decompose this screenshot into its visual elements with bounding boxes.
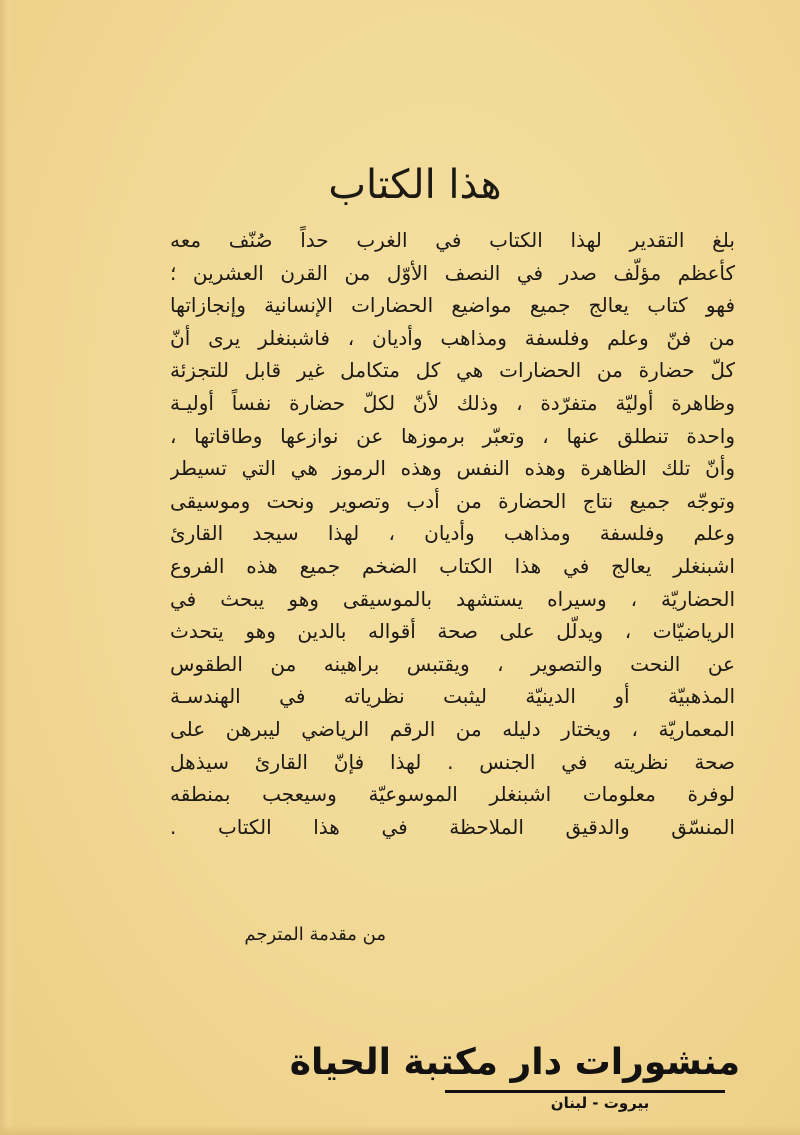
blurb-line: فهو كتاب يعالج جميع مواضيع الحضارات الإنسانية وإنجازاتها [170, 293, 735, 318]
blurb-line: وعلم وفلسفة ومذاهب وأديان ، لهذا سيجد القارئ [170, 521, 735, 546]
blurb-line: من فنّ وعلم وفلسفة ومذاهب وأديان ، فاشبنغلر يرى أنّ [170, 325, 735, 350]
blurb-line: واحدة تنطلق عنها ، وتعبّر برموزها عن نوازعها وطاقاتها ، [170, 423, 735, 448]
publisher-location: بيروت - لبنان [550, 1094, 650, 1112]
blurb-line: صحة نظريته في الجنس . لهذا فإنّ القارئ سيذهل [170, 749, 735, 774]
blurb-line: وتوجّه جميع نتاج الحضارة من أدب وتصوير ونحت وموسيقى [170, 488, 735, 513]
blurb-line: عن النحت والتصوير ، ويقتبس براهينه من الطقوس [170, 651, 735, 676]
blurb-line: كأعظم مؤلّف صدر في النصف الأوّل من القرن العشرين ؛ [170, 260, 735, 285]
blurb-line: الحضاريّة ، وسيراه يستشهد بالموسيقى وهو يبحث في [170, 586, 735, 611]
blurb-line: كلّ حضارة من الحضارات هي كل متكامل غير قابل للتجزئة [170, 358, 735, 383]
cover-spine-edge [0, 0, 14, 1135]
cover-bottom-edge [0, 1125, 800, 1135]
blurb-line: بلغ التقدير لهذا الكتاب في الغرب حداً صُنّف معه [170, 228, 735, 252]
blurb-line: اشبنغلر يعالج في هذا الكتاب الضخم جميع هذه الفروع [170, 553, 735, 578]
blurb-line: المعماريّة ، ويختار دليله من الرقم الرياضي ليبرهن على [170, 716, 735, 741]
blurb-line: وظاهرة أوليّة متفرّدة ، وذلك لأنّ لكلّ حضارة نفساً أوليـة [170, 390, 735, 415]
cover-title: هذا الكتاب [328, 162, 502, 208]
blurb-line: لوفرة معلومات اشبنغلر الموسوعيّة وسيعجب بمنطقه [170, 782, 735, 807]
blurb-text [170, 224, 735, 843]
blurb-line: الرياضيّات ، ويدلّل على صحة أقواله بالدين وهو يتحدث [170, 619, 735, 644]
blurb-line: المنسّق والدقيق الملاحظة في هذا الكتاب . [170, 814, 735, 839]
blurb-line: وأنّ تلك الظاهرة وهذه النفس وهذه الرموز هي التي تسيطر [170, 456, 735, 481]
publisher-name: منشورات دار مكتبة الحياة [289, 1042, 740, 1083]
translator-signature: من مقدمة المترجم [244, 924, 386, 945]
blurb-line: المذهبيّة أو الدينيّة ليثبت نظرياته في الهندسـة [170, 684, 735, 709]
